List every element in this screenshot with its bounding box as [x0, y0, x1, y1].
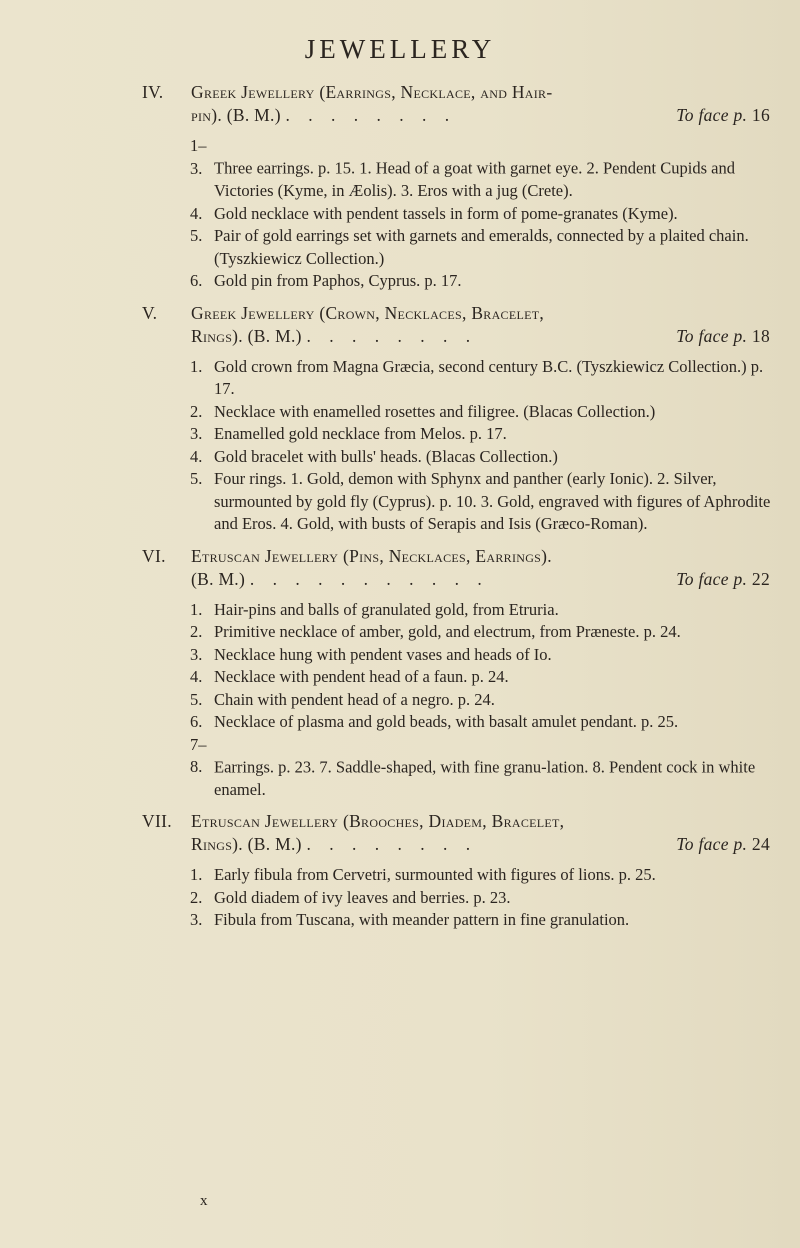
item-number: 1. — [190, 865, 203, 884]
plate-title-continued — [191, 105, 456, 126]
item-text: Gold necklace with pendent tassels in form of pome-granates (Kyme). — [214, 203, 678, 223]
list-item — [0, 225, 800, 270]
plate-title-continued — [191, 326, 477, 347]
facing-label: To face p. — [676, 105, 748, 125]
plate-section — [0, 811, 800, 932]
item-text: Fibula from Tuscana, with meander pattern in fine granulation. — [214, 910, 630, 929]
item-text: Pair of gold earrings set with garnets and emeralds, connected by a plaited chain. (Tyszkiewicz Collection.) — [214, 226, 749, 268]
item-number: 1. — [190, 356, 203, 376]
item-text: Chain with pendent head of a negro. p. 24. — [214, 689, 495, 709]
plate-title-continued — [191, 569, 489, 590]
plate-number: IV. — [142, 82, 164, 102]
list-item — [0, 711, 800, 734]
facing-label: To face p. — [676, 834, 748, 854]
plate-items — [0, 135, 800, 293]
item-number: 6. — [190, 271, 203, 290]
item-text: Enamelled gold necklace from Melos. p. 17. — [214, 424, 507, 443]
list-item — [0, 909, 800, 932]
item-text: Necklace of plasma and gold beads, with basalt amulet pendant. p. 25. — [214, 712, 679, 731]
plate-section — [0, 82, 800, 293]
facing-page-number: 24 — [751, 834, 770, 854]
item-text: Necklace with enamelled rosettes and filigree. (Blacas Collection.) — [214, 401, 656, 421]
plate-title: Etruscan Jewellery (Brooches, Diadem, Bracelet, — [191, 811, 565, 831]
list-item — [0, 135, 800, 203]
plate-title-tail: Rings). (B. M.) — [191, 834, 302, 854]
list-item — [0, 401, 800, 424]
facing-page-number: 22 — [751, 568, 770, 589]
list-item — [0, 356, 800, 401]
facing-label: To face p. — [676, 568, 748, 589]
plate-title-continued — [191, 834, 477, 855]
plate-title-tail: Rings). (B. M.) — [191, 325, 302, 346]
plate-items — [0, 356, 800, 536]
dot-leader: . . . . . . . . . . . — [249, 568, 489, 589]
list-item — [0, 887, 800, 910]
item-number: 2. — [190, 401, 203, 421]
dot-leader: . . . . . . . . — [285, 105, 457, 125]
list-item — [0, 734, 800, 802]
item-number: 5. — [190, 469, 203, 488]
list-item — [0, 270, 800, 293]
item-number: 3. — [190, 424, 203, 443]
facing-page-number: 16 — [751, 105, 770, 125]
list-item — [0, 203, 800, 226]
list-item — [0, 666, 800, 689]
item-number: 3. — [190, 910, 203, 929]
list-item — [0, 599, 800, 622]
plate-number: VII. — [142, 811, 172, 831]
plate-title: Greek Jewellery (Crown, Necklaces, Bracelet, — [191, 302, 545, 323]
item-number: 1. — [190, 599, 203, 619]
signature-mark: x — [200, 1193, 208, 1209]
plate-section — [0, 546, 800, 802]
dot-leader: . . . . . . . . — [306, 325, 478, 346]
item-number: 5. — [190, 226, 203, 245]
item-text: Gold bracelet with bulls' heads. (Blacas Collection.) — [214, 446, 558, 466]
list-item — [0, 423, 800, 446]
item-number: 4. — [190, 667, 203, 686]
item-number: 4. — [190, 446, 203, 466]
list-item — [0, 621, 800, 644]
item-text: Three earrings. p. 15. 1. Head of a goat with garnet eye. 2. Pendent Cupids and Victories (Kyme, in Æolis). 3. Eros with a jug (Crete). — [214, 158, 735, 200]
plate-title-tail: pin). (B. M.) — [191, 105, 281, 125]
item-text: Four rings. 1. Gold, demon with Sphynx and panther (early Ionic). 2. Silver, surmounted by gold fly (Cyprus). p. 10. 3. Gold, engraved with figures of Aphrodite and Eros. 4. Gold, with busts of Serapis and Isis (Græco-Roman). — [214, 469, 771, 533]
dot-leader: . . . . . . . . — [306, 834, 478, 854]
plate-section — [0, 303, 800, 536]
list-item — [0, 446, 800, 469]
item-text: Earrings. p. 23. 7. Saddle-shaped, with fine granu-lation. 8. Pendent cock in white enamel. — [214, 757, 756, 799]
facing-page-ref — [676, 569, 770, 590]
facing-page-ref — [676, 834, 770, 855]
item-number: 7–8. — [190, 734, 207, 776]
item-text: Necklace hung with pendent vases and heads of Io. — [214, 644, 552, 664]
plate-number: V. — [142, 302, 158, 323]
plate-title: Etruscan Jewellery (Pins, Necklaces, Earrings). — [191, 545, 552, 566]
plate-list — [0, 82, 800, 942]
plate-items — [0, 864, 800, 932]
item-text: Gold pin from Paphos, Cyprus. p. 17. — [214, 271, 462, 290]
plate-number: VI. — [142, 545, 166, 566]
facing-page-number: 18 — [751, 325, 770, 346]
item-text: Necklace with pendent head of a faun. p. 24. — [214, 667, 509, 686]
item-text: Hair-pins and balls of granulated gold, from Etruria. — [214, 599, 559, 619]
facing-page-ref — [676, 326, 770, 347]
plate-title: Greek Jewellery (Earrings, Necklace, and Hair- — [191, 82, 553, 102]
item-number: 5. — [190, 689, 203, 709]
plate-items — [0, 599, 800, 802]
list-item — [0, 864, 800, 887]
facing-label: To face p. — [676, 325, 748, 346]
item-number: 2. — [190, 887, 203, 907]
running-head: JEWELLERY — [304, 34, 496, 64]
item-text: Gold crown from Magna Græcia, second century B.C. (Tyszkiewicz Collection.) p. 17. — [214, 356, 764, 398]
list-item — [0, 689, 800, 712]
item-text: Primitive necklace of amber, gold, and electrum, from Præneste. p. 24. — [214, 622, 681, 641]
item-text: Gold diadem of ivy leaves and berries. p. 23. — [214, 887, 511, 907]
plate-title-tail: (B. M.) — [191, 568, 246, 589]
item-number: 4. — [190, 203, 203, 223]
item-text: Early fibula from Cervetri, surmounted with figures of lions. p. 25. — [214, 865, 656, 884]
item-number: 1–3. — [190, 136, 207, 178]
list-item — [0, 468, 800, 536]
facing-page-ref — [676, 105, 770, 126]
item-number: 2. — [190, 622, 203, 641]
list-item — [0, 644, 800, 667]
item-number: 6. — [190, 712, 203, 731]
item-number: 3. — [190, 644, 203, 664]
